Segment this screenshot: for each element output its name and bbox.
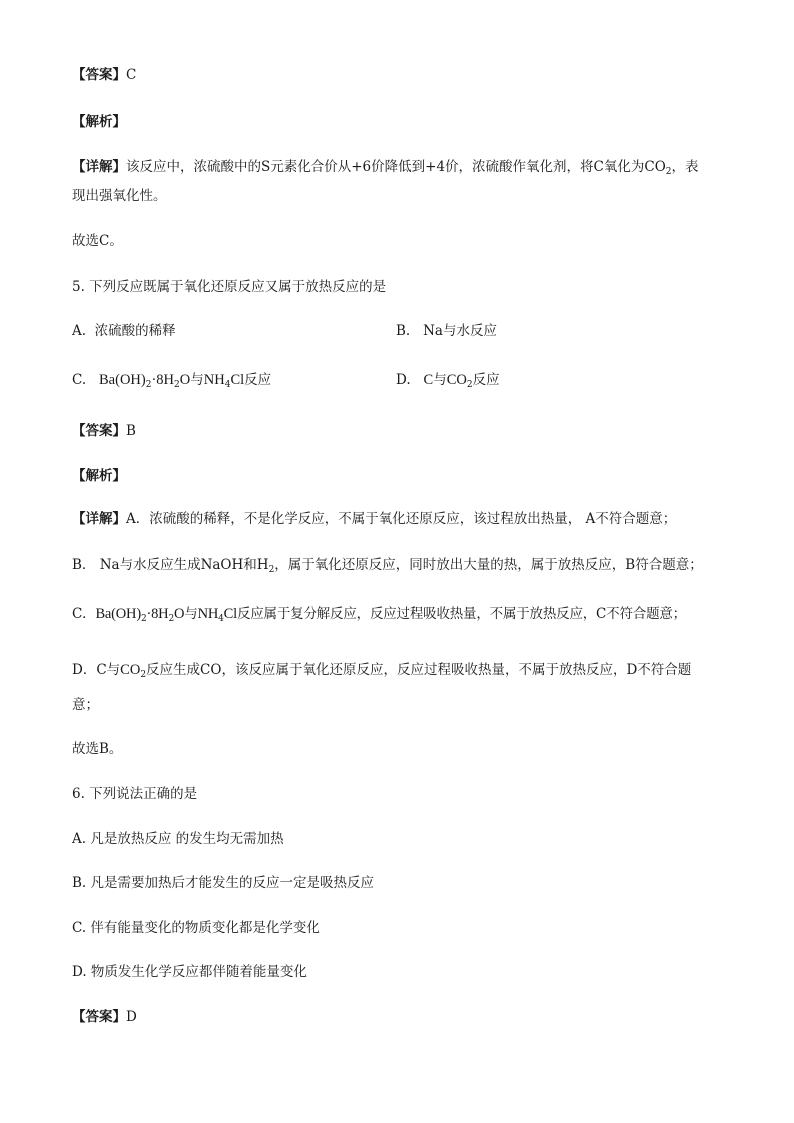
subscript: 4 [218,614,224,624]
detail-text: 反应属于复分解反应，反应过程吸收热量，不属于放热反应，C不符合题意； [236,606,686,622]
detail-text: 意； [72,697,99,713]
subscript: 2 [145,380,152,390]
detail-text: 现出强氧化性。 [72,188,167,204]
detail-text: B． Na与水反应生成NaOH和H [72,557,269,573]
formula-part: ·8H [146,606,169,622]
detail-text: C． [72,606,96,622]
analysis-line-2 [72,466,126,486]
detail-a [72,509,676,529]
detail-b [72,555,703,575]
formula-part: C [423,372,434,388]
detail-text: 与 [184,606,198,622]
formula-part: Ba(OH) [95,606,141,622]
question-stem: 6. 下列说法正确的是 [72,786,198,802]
formula-part: Cl [223,606,237,622]
subscript: 2 [466,380,473,390]
q5-option-a [72,321,176,341]
conclusion-text: 故选C。 [72,233,123,249]
option-text: B. 凡是需要加热后才能发生的反应一定是吸热反应 [72,875,375,891]
option-text: 反应 [472,372,500,388]
option-text: 与 [433,372,447,388]
subscript: 4 [224,380,231,390]
detail-text: 反应生成CO，该反应属于氧化还原反应，反应过程吸收热量，不属于放热反应，D不符合题 [146,662,692,678]
option-text: 反应 [244,372,272,388]
formula-part: NH [197,606,219,622]
option-text: C. 伴有能量变化的物质变化都是化学变化 [72,920,320,936]
option-letter: A. [72,323,87,339]
detail-c [72,604,686,624]
subscript: 2 [268,565,275,575]
subscript: 2 [665,167,672,177]
question-stem: 5. 下列反应既属于氧化还原反应又属于放热反应的是 [72,279,387,295]
answer-line-3 [72,1007,137,1027]
conclusion-text: 故选B。 [72,741,123,757]
detail-tag: 【详解】 [72,511,126,527]
formula-part: O [179,372,191,388]
detail-tag: 【详解】 [72,159,126,175]
detail-d [72,660,691,680]
q6-option-c [72,918,320,938]
analysis-tag: 【解析】 [72,468,126,484]
answer-tag: 【答案】 [72,1009,126,1025]
answer-value: C [126,67,137,83]
subscript: 2 [140,614,147,624]
q6-option-a [72,829,284,849]
option-letter: D. [396,372,411,388]
detail-text: D．C与 [72,662,121,678]
q5-option-b [396,321,497,341]
answer-value: D [126,1009,137,1025]
option-text: Na与水反应 [423,323,497,339]
answer-line-1 [72,65,136,85]
analysis-line-1 [72,112,126,132]
detail-text: 该反应中，浓硫酸中的S元素化合价从+6价降低到+4价，浓硫酸作氧化剂，将C氧化为CO [126,159,666,175]
conclusion-1 [72,231,123,251]
q6-option-d [72,962,307,982]
option-letter: B. [396,323,411,339]
q6-option-b [72,873,374,893]
question-6-stem [72,784,197,804]
subscript: 2 [174,380,180,390]
option-text: D. 物质发生化学反应都伴随着能量变化 [72,964,307,980]
detail-text: ，属于氧化还原反应，同时放出大量的热，属于放热反应，B符合题意； [274,557,703,573]
detail-d-line-2 [72,695,99,715]
option-text: 与 [190,372,204,388]
formula-part: Ba(OH) [99,372,146,388]
subscript: 2 [168,614,174,624]
analysis-tag: 【解析】 [72,114,126,130]
answer-line-2 [72,421,136,441]
conclusion-2 [72,739,122,759]
q5-option-c [72,370,271,390]
q5-option-d [396,370,500,390]
answer-tag: 【答案】 [72,67,126,83]
formula-part: CO [120,662,141,678]
answer-tag: 【答案】 [72,423,126,439]
detail-line-1 [72,157,699,177]
detail-text: ，表 [671,159,699,175]
question-5-stem [72,277,386,297]
subscript: 2 [140,670,147,680]
option-letter: C. [72,372,87,388]
option-text: 浓硫酸的稀释 [94,323,176,339]
formula-part: ·8H [151,372,175,388]
option-text: A. 凡是放热反应 的发生均无需加热 [72,831,284,847]
detail-line-2 [72,186,167,206]
detail-text: A．浓硫酸的稀释，不是化学反应，不属于氧化还原反应，该过程放出热量， A不符合题意； [126,511,677,527]
formula-part: CO [446,372,467,388]
formula-part: Cl [230,372,245,388]
answer-value: B [126,423,136,439]
formula-part: NH [203,372,225,388]
formula-part: O [173,606,185,622]
